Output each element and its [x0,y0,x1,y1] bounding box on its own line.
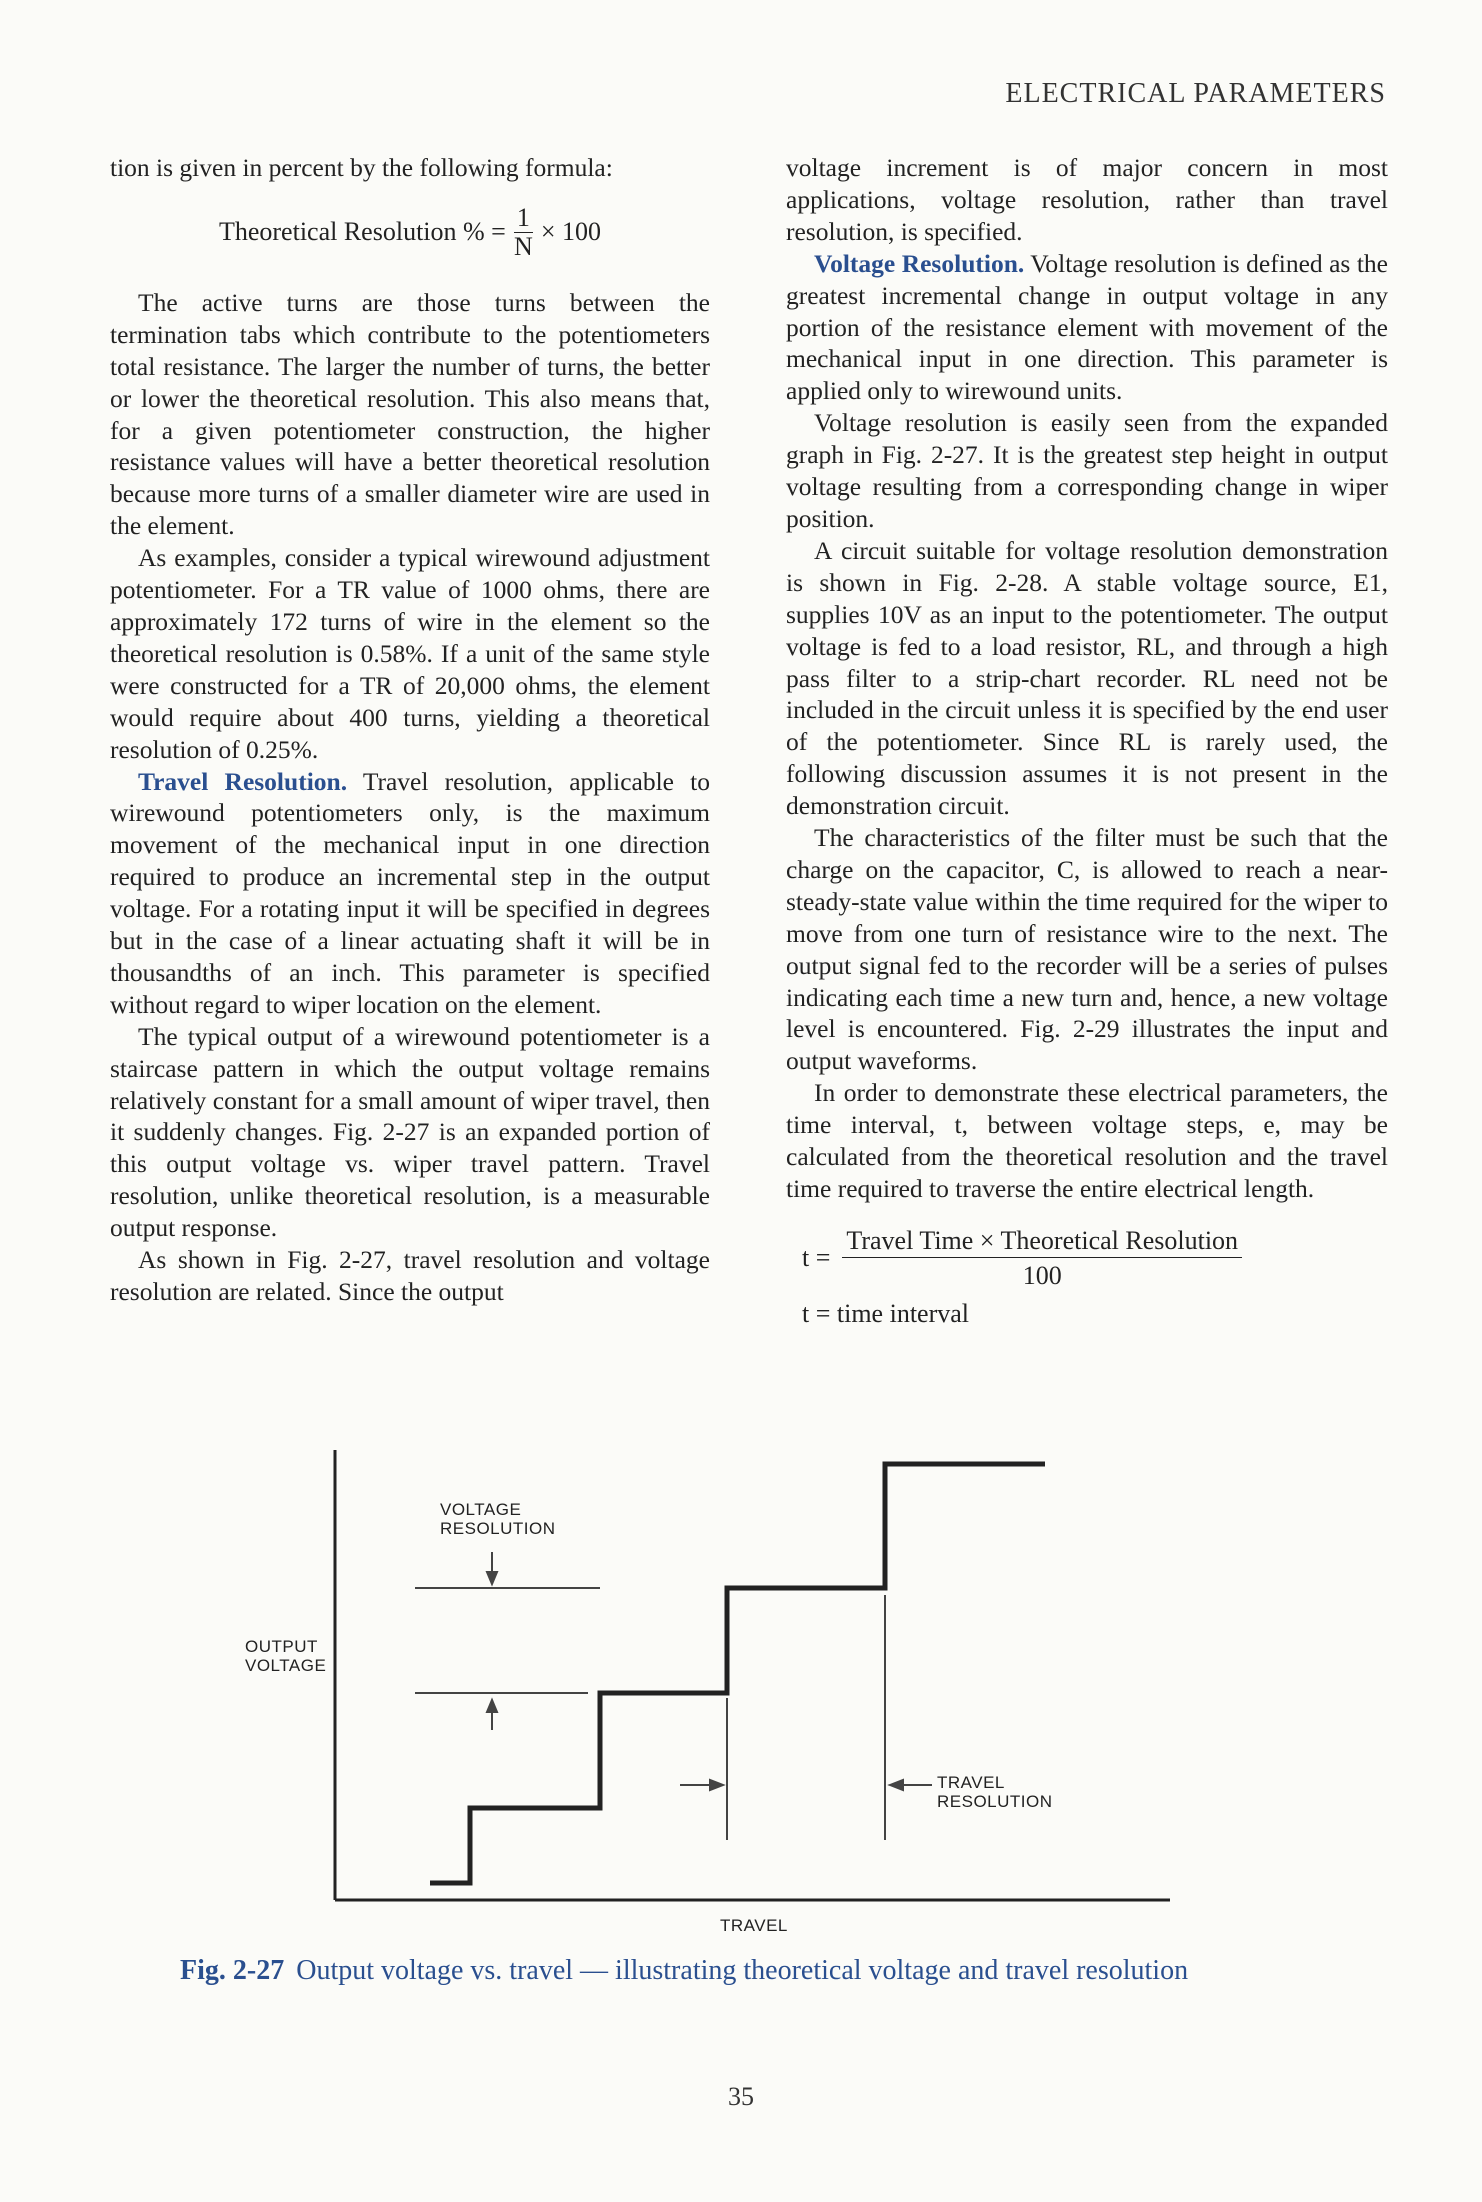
paragraph: The characteristics of the filter must be such that the charge on the capacitor, C, is allowed to reach a near-steady-state value within the time required for the wiper to move from one turn of resistance wire to the next. The output signal fed to the recorder will be a series of pulses indicating each time a new turn and, hence, a new voltage level is encountered. Fig. 2-29 illustrates the input and output waveforms. [786,823,1388,1076]
formula-denominator: N [513,231,533,261]
formula-definition: t = time interval [802,1298,970,1328]
output-voltage-label: OUTPUT VOLTAGE [245,1637,327,1675]
run-in-heading: Travel Resolution. [138,766,348,796]
caption-number: Fig. 2-27 [180,1955,285,1986]
resolution-formula [110,204,710,261]
arrowhead-right [710,1780,723,1790]
right-column [786,152,1388,1330]
paragraph-text: Voltage resolution is defined as the greatest incremental change in output voltage in any portion of the resistance element with movement of the mechanical input in one direction. This parameter is applied only to wirewound units. [786,248,1388,406]
page-number: 35 [728,2082,754,2111]
formula-rhs: × 100 [540,217,602,247]
formula-numerator: 1 [514,204,533,233]
paragraph: In order to demonstrate these electrical parameters, the time interval, t, between voltage steps, e, may be calculated from the theoretical resolution and the travel time required to traverse the entire electrical length. [786,1078,1388,1203]
caption-text: Output voltage vs. travel — illustrating theoretical voltage and travel resolution [296,1955,1189,1986]
paragraph: The active turns are those turns between the termination tabs which contribute to the potentiometers total resistance. The larger the number of turns, the better or lower the theoretical resolution. This also means that, for a given potentiometer construction, the higher resistance values will have a better theoretical resolution because more turns of a smaller diameter wire are used in the element. [110,287,710,541]
paragraph: Voltage resolution is easily seen from the expanded graph in Fig. 2-27. It is the greatest step height in output voltage resulting from a corresponding change in wiper position. [786,408,1388,533]
figure-caption [180,1955,1380,1987]
travel-resolution-label: TRAVEL RESOLUTION [937,1773,1053,1811]
run-in-heading: Voltage Resolution. [814,248,1025,278]
arrowhead-down [487,1572,497,1584]
time-interval-formula [802,1227,1388,1290]
voltage-resolution-label: VOLTAGE RESOLUTION [440,1500,556,1538]
arrowhead-up [487,1700,497,1712]
paragraph [110,766,710,1021]
travel-axis-label: TRAVEL [720,1916,788,1935]
paragraph: The typical output of a wirewound potentiometer is a staircase pattern in which the output voltage remains relatively constant for a small amount of wiper travel, then it suddenly changes. Fig. 2-27 is an expanded portion of this output voltage vs. wiper travel pattern. Travel resolution, unlike theoretical resolution, is a measurable output response. [110,1021,710,1243]
paragraph: As examples, consider a typical wirewound adjustment potentiometer. For a TR value of 1000 ohms, there are approximately 172 turns of wire in the element so the theoretical resolution is 0.58%. If a unit of the same style were constructed for a TR of 20,000 ohms, the element would require about 400 turns, yielding a theoretical resolution of 0.25%. [110,543,710,764]
paragraph [786,248,1388,408]
arrowhead-left [890,1780,903,1790]
paragraph: voltage increment is of major concern in most applications, voltage resolution, rather than travel resolution, is specified. [786,153,1388,246]
left-column [110,152,710,1308]
formula-denominator: 100 [1022,1260,1062,1290]
paragraph: As shown in Fig. 2-27, travel resolution and voltage resolution are related. Since the output [110,1245,710,1306]
paragraph-text: Travel resolution, applicable to wirewound potentiometers only, is the maximum movement of the mechanical input in one direction required to produce an incremental step in the output voltage. For a rotating input it will be specified in degrees but in the case of a linear actuating shaft it will be in thousandths of an inch. This parameter is specified without regard to wiper location on the element. [110,766,710,1019]
formula-fraction [842,1227,1242,1290]
formula-numerator: Travel Time × Theoretical Resolution [842,1227,1242,1258]
formula-fraction [514,204,533,261]
paragraph: A circuit suitable for voltage resolution demonstration is shown in Fig. 2-28. A stable voltage source, E1, supplies 10V as an input to the potentiometer. The output voltage is fed to a load resistor, RL, and through a high pass filter to a strip-chart recorder. RL need not be included in the circuit unless it is specified by the end user of the potentiometer. Since RL is rarely used, the following discussion assumes it is not present in the demonstration circuit. [786,535,1388,821]
figure-2-27 [230,1440,1190,1960]
staircase-graph [230,1440,1190,1960]
formula-lhs: Theoretical Resolution % = [218,217,506,247]
running-header: ELECTRICAL PARAMETERS [1005,78,1386,109]
paragraph: tion is given in percent by the following formula: [110,153,613,182]
formula-lhs: t = [802,1243,831,1273]
